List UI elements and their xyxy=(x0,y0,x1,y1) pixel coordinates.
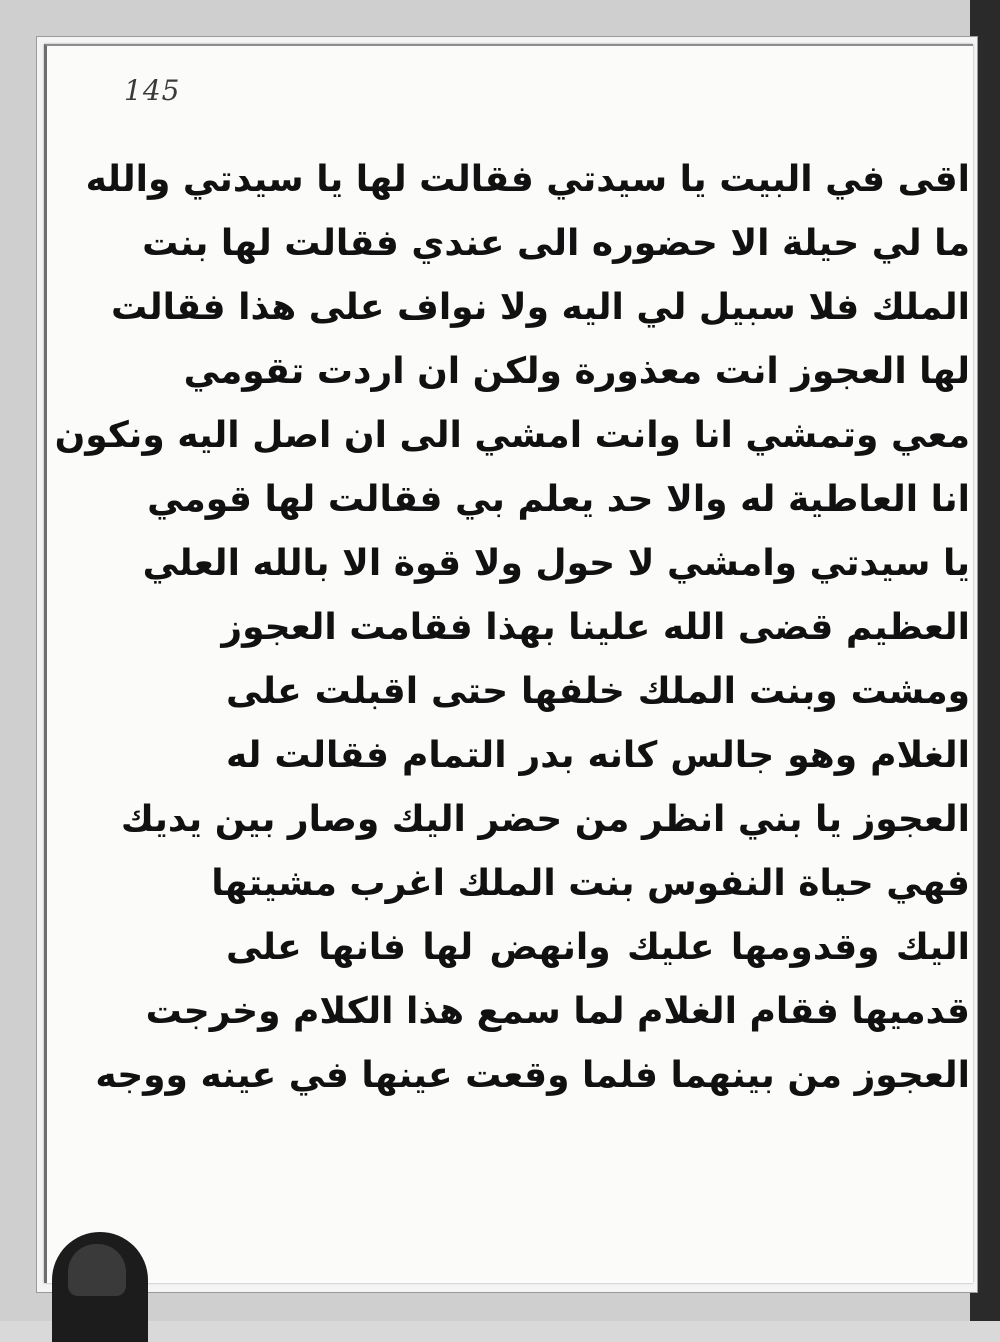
manuscript-line: فهي حياة النفوس بنت الملك اغرب مشيتها xyxy=(211,863,970,904)
folio-number: 145 xyxy=(124,74,181,107)
manuscript-line: العجوز من بينهما فلما وقعت عينها في عينه ووجه xyxy=(95,1055,970,1096)
manuscript-line: انا العاطية له والا حد يعلم بي فقالت لها قومي xyxy=(147,479,970,520)
manuscript-line: قدميها فقام الغلام لما سمع هذا الكلام وخرجت xyxy=(145,991,970,1032)
manuscript-line: ما لي حيلة الا حضوره الى عندي فقالت لها بنت xyxy=(142,223,970,264)
manuscript-line: لها العجوز انت معذورة ولكن ان اردت تقومي xyxy=(183,351,970,392)
manuscript-line: ومشت وبنت الملك خلفها حتى اقبلت على xyxy=(226,671,970,712)
thumbnail-highlight xyxy=(68,1244,126,1296)
manuscript-text-block xyxy=(54,148,970,1138)
manuscript-line: اليك وقدومها عليك وانهض لها فانها على xyxy=(226,927,970,968)
manuscript-line: معي وتمشي انا وانت امشي الى ان اصل اليه ونكون xyxy=(54,415,970,456)
manuscript-line: اقى في البيت يا سيدتي فقالت لها يا سيدتي والله xyxy=(85,159,970,200)
manuscript-line: الملك فلا سبيل لي اليه ولا نواف على هذا فقالت xyxy=(110,287,970,328)
manuscript-line: العجوز يا بني انظر من حضر اليك وصار بين يديك xyxy=(120,799,970,840)
manuscript-line: الغلام وهو جالس كانه بدر التمام فقالت له xyxy=(226,735,970,776)
manuscript-line: العظيم قضى الله علينا بهذا فقامت العجوز xyxy=(221,607,970,648)
manuscript-line: يا سيدتي وامشي لا حول ولا قوة الا بالله العلي xyxy=(142,543,970,584)
